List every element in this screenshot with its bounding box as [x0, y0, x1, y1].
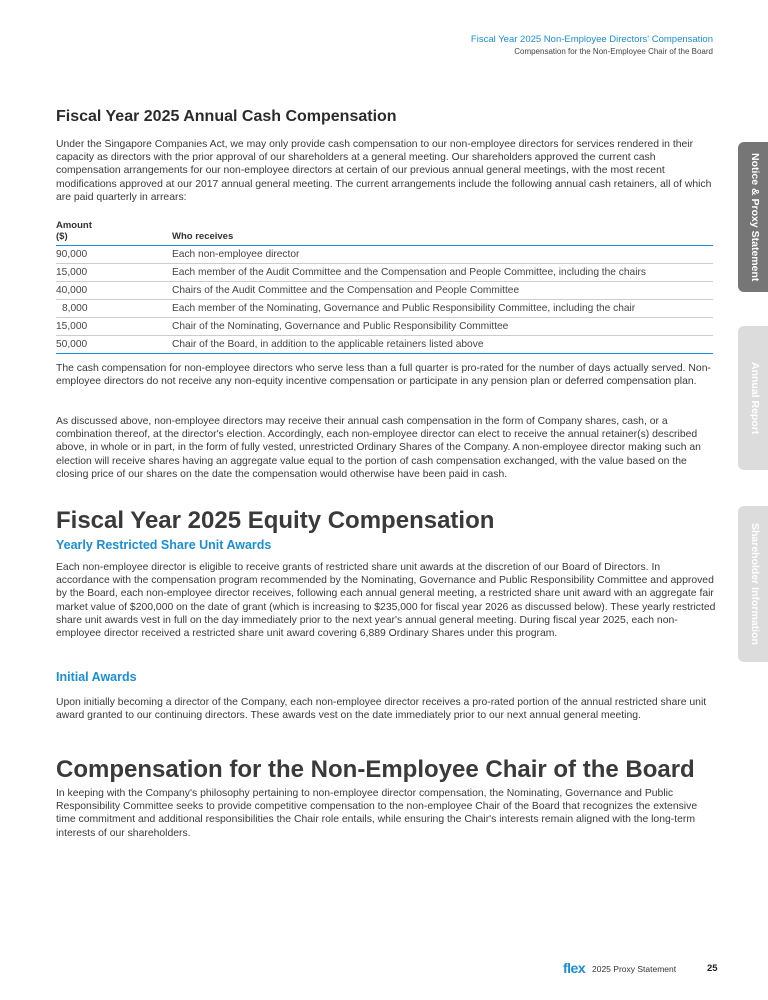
table-row — [56, 300, 713, 318]
header-amount — [56, 218, 172, 246]
share-election-paragraph: As discussed above, non-employee directors may receive their annual cash compensation in the form of Company shares, cash, or a combination thereof, at the director's election. Accordingly, each non-employee director can elect to receive the annual retainer(s) described above, in whole or in part, in the form of fully vested, unrestricted Ordinary Shares of the Company. A non-employee director making such an election will receive shares having an aggregate value equal to the portion of cash compensation exchanged, with the value based on the closing price of our shares on the date the compensation would otherwise have been paid in cash. — [56, 416, 701, 480]
page-number: 25 — [707, 963, 718, 974]
table-row — [56, 246, 713, 264]
initial-awards-paragraph: Upon initially becoming a director of the Company, each non-employee director receives a pro-rated portion of the annual restricted share unit award granted to our continuing directors. These awards vest on the date immediately prior to our next annual general meeting. — [56, 697, 707, 722]
amount-cell: 8,000 — [56, 300, 172, 318]
initial-awards-heading: Initial Awards — [56, 670, 137, 684]
side-tab-notice-proxy[interactable]: Notice & Proxy Statement — [738, 142, 768, 292]
yearly-rsu-paragraph: Each non-employee director is eligible to receive grants of restricted share unit awards at the discretion of our Board of Directors. In accordance with the compensation program recommended by the Nominating, Governance and Public Responsibility Committee and approved by the Board, each non-employee director receives, following each annual general meeting, a restricted share unit award with an aggregate fair market value of $200,000 on the date of grant (which is increasing to $235,000 for fiscal year 2026 as discussed below). These yearly restricted share unit awards vest in full on the day immediately prior to the next year's annual general meeting. During fiscal year 2025, each non-employee director received a restricted share unit award covering 6,889 Ordinary Shares under this program. — [56, 562, 716, 640]
side-tab-shareholder-information[interactable]: Shareholder Information — [738, 506, 768, 662]
cash-retainer-table — [56, 218, 713, 354]
amount-cell: 15,000 — [56, 318, 172, 336]
yearly-rsu-heading: Yearly Restricted Share Unit Awards — [56, 538, 272, 552]
running-header-subsection: Compensation for the Non-Employee Chair of the Board — [514, 47, 713, 56]
cash-compensation-heading: Fiscal Year 2025 Annual Cash Compensation — [56, 108, 397, 125]
who-cell: Each non-employee director — [172, 246, 713, 264]
table-row — [56, 264, 713, 282]
amount-cell: 90,000 — [56, 246, 172, 264]
equity-compensation-heading: Fiscal Year 2025 Equity Compensation — [56, 507, 495, 534]
running-header-section: Fiscal Year 2025 Non-Employee Directors' Compensation — [470, 34, 713, 45]
flex-logo: flex — [563, 960, 586, 976]
who-cell: Each member of the Nominating, Governance and Public Responsibility Committee, including the chair — [172, 300, 713, 318]
header-amount-line2: ($) — [56, 231, 68, 242]
table-row — [56, 336, 713, 354]
side-tab-annual-report[interactable]: Annual Report — [738, 326, 768, 470]
chair-compensation-heading: Compensation for the Non-Employee Chair of the Board — [56, 756, 695, 783]
who-cell: Chair of the Board, in addition to the applicable retainers listed above — [172, 336, 713, 354]
amount-cell: 50,000 — [56, 336, 172, 354]
header-who-receives: Who receives — [172, 218, 713, 246]
who-cell: Chairs of the Audit Committee and the Compensation and People Committee — [172, 282, 713, 300]
header-amount-line1: Amount — [56, 220, 92, 231]
footer-document-title: 2025 Proxy Statement — [592, 964, 677, 974]
cash-intro-paragraph: Under the Singapore Companies Act, we may only provide cash compensation to our non-employee directors for services rendered in their capacity as directors with the prior approval of our shareholders at a general meeting. Our shareholders approved the current cash compensation arrangements for our non-employee directors at certain of our previous annual general meetings, with the most recent modifications approved at our 2017 annual general meeting. The current arrangements include the following annual cash retainers, all of which are paid quarterly in arrears: — [56, 139, 712, 203]
who-cell: Chair of the Nominating, Governance and Public Responsibility Committee — [172, 318, 713, 336]
amount-cell: 40,000 — [56, 282, 172, 300]
table-row — [56, 318, 713, 336]
amount-cell: 15,000 — [56, 264, 172, 282]
table-header-row — [56, 218, 713, 246]
who-cell: Each member of the Audit Committee and the Compensation and People Committee, including the chairs — [172, 264, 713, 282]
chair-compensation-paragraph: In keeping with the Company's philosophy pertaining to non-employee director compensation, the Nominating, Governance and Public Responsibility Committee seeks to provide competitive compensation to the non-employee Chair of the Board that recognizes the extensive time commitment and additional responsibilities the Chair role entails, while ensuring the Chair's interests remain aligned with the long-term interests of our shareholders. — [56, 788, 698, 839]
prorated-paragraph: The cash compensation for non-employee directors who serve less than a full quarter is pro-rated for the number of days actually served. Non-employee directors do not receive any non-equity incentive compensation or participate in any pension plan or deferred compensation plan. — [56, 363, 711, 388]
table-row — [56, 282, 713, 300]
